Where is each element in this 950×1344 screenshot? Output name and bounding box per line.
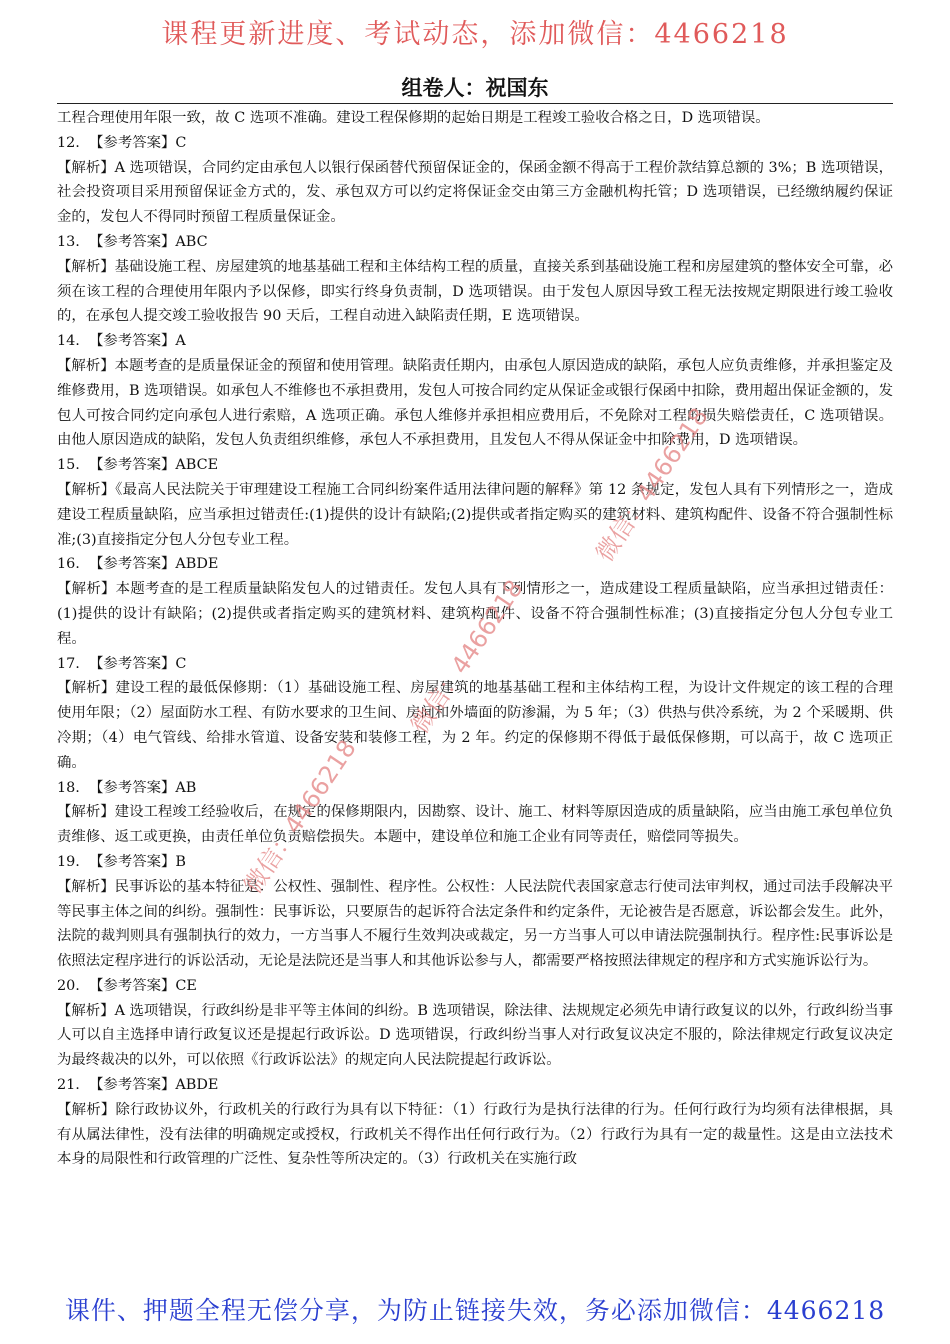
analysis-16: 【解析】本题考查的是工程质量缺陷发包人的过错责任。发包人具有下列情形之一，造成建设工程质量缺陷，应当承担过错责任：(1)提供的设计有缺陷；(2)提供或者指定购买的建筑材料、建筑构配件、设备不符合强制性标准；(3)直接指定分包人分包专业工程。 — [57, 581, 893, 647]
analysis-18: 【解析】建设工程竣工经验收后，在规定的保修期限内，因勘察、设计、施工、材料等原因造成的质量缺陷，应当由施工承包单位负责维修、返工或更换，由责任单位负责赔偿损失。本题中，建设单位和施工企业有同等责任，赔偿同等损失。 — [57, 804, 893, 846]
answer-line-13: 13. 【参考答案】ABC — [57, 233, 208, 250]
analysis-12: 【解析】A 选项错误，合同约定由承包人以银行保函替代预留保证金的，保函金额不得高于工程价款结算总额的 3%；B 选项错误，社会投资项目采用预留保证金方式的，发、承包双方可以约定将保证金交由第三方金融机构托管；D 选项错误，已经缴纳履约保证金的，发包人不得同时预留工程质量保证金。 — [57, 159, 893, 226]
analysis-20: 【解析】A 选项错误，行政纠纷是非平等主体间的纠纷。B 选项错误，除法律、法规规定必须先申请行政复议的以外，行政纠纷当事人可以自主选择申请行政复议还是提起行政诉讼。D 选项错误，行政纠纷当事人对行政复议决定不服的，除法律规定行政复议决定为最终裁决的以外，可以依照《行政诉讼法》的规定向人民法院提起行政诉讼。 — [57, 1002, 893, 1069]
analysis-15: 【解析】《最高人民法院关于审理建设工程施工合同纠纷案件适用法律问题的解释》第 12 条规定，发包人具有下列情形之一，造成建设工程质量缺陷，应当承担过错责任:(1)提供的设计有缺陷;(2)提供或者指定购买的建筑材料、建筑构配件、设备不符合强制性标准;(3)直接指定分包人分包专业工程。 — [57, 481, 893, 548]
bottom-promo-banner: 课件、押题全程无偿分享，为防止链接失效，务必添加微信：4466218 — [64, 1296, 886, 1325]
answer-line-21: 21. 【参考答案】ABDE — [57, 1077, 219, 1094]
answer-line-17: 17. 【参考答案】C — [57, 655, 187, 672]
answer-content — [57, 106, 893, 1172]
answer-line-14: 14. 【参考答案】A — [57, 333, 186, 350]
watermark: 微信：4466218 — [405, 574, 529, 739]
answer-line-19: 19. 【参考答案】B — [57, 853, 186, 870]
header-divider — [57, 103, 893, 104]
author-title: 组卷人：祝国东 — [401, 76, 549, 100]
answer-line-20: 20. 【参考答案】CE — [57, 977, 197, 994]
answer-line-18: 18. 【参考答案】AB — [57, 779, 197, 796]
watermark: 微信：4466218 — [590, 402, 714, 567]
paragraph: 工程合理使用年限一致，故 C 选项不准确。建设工程保修期的起始日期是工程竣工验收合格之日，D 选项错误。 — [57, 110, 770, 126]
analysis-13: 【解析】基础设施工程、房屋建筑的地基基础工程和主体结构工程的质量，直接关系到基础设施工程和房屋建筑的整体安全可靠，必须在该工程的合理使用年限内予以保修，即实行终身负责制，D 选项错误。由于发包人原因导致工程无法按规定期限进行竣工验收的，在承包人提交竣工验收报告 90 天后，工程自动进入缺陷责任期，E 选项错误。 — [57, 258, 893, 325]
watermark: 微信：4466218 — [238, 734, 362, 899]
analysis-19: 【解析】民事诉讼的基本特征是：公权性、强制性、程序性。公权性：人民法院代表国家意志行使司法审判权，通过司法手段解决平等民事主体之间的纠纷。强制性：民事诉讼，只要原告的起诉符合法定条件和约定条件，无论被告是否愿意，诉讼都会发生。此外，法院的裁判则具有强制执行的效力，一方当事人不履行生效判决或裁定，另一方当事人可以申请法院强制执行。程序性:民事诉讼是依照法定程序进行的诉讼活动，无论是法院还是当事人和其他诉讼参与人，都需要严格按照法律规定的程序和方式实施诉讼行为。 — [57, 878, 893, 970]
top-promo-banner: 课程更新进度、考试动态，添加微信：4466218 — [161, 19, 789, 50]
answer-line-12: 12. 【参考答案】C — [57, 134, 187, 151]
analysis-14: 【解析】本题考查的是质量保证金的预留和使用管理。缺陷责任期内，由承包人原因造成的缺陷，承包人应负责维修，并承担鉴定及维修费用，B 选项错误。如承包人不维修也不承担费用，发包人可按合同约定从保证金或银行保函中扣除，费用超出保证金额的，发包人可按合同约定向承包人进行索赔，A 选项正确。承包人维修并承担相应费用后，不免除对工程的损失赔偿责任，C 选项错误。由他人原因造成的缺陷，发包人负责组织维修，承包人不承担费用，且发包人不得从保证金中扣除费用，D 选项错误。 — [57, 357, 893, 449]
analysis-21: 【解析】除行政协议外，行政机关的行政行为具有以下特征：（1）行政行为是执行法律的行为。任何行政行为均须有法律根据，具有从属法律性，没有法律的明确规定或授权，行政机关不得作出任何行政行为。（2）行政行为具有一定的裁量性。这是由立法技术本身的局限性和行政管理的广泛性、复杂性等所决定的。（3）行政机关在实施行政 — [57, 1101, 893, 1168]
analysis-17: 【解析】建设工程的最低保修期：（1）基础设施工程、房屋建筑的地基基础工程和主体结构工程，为设计文件规定的该工程的合理使用年限；（2）屋面防水工程、有防水要求的卫生间、房间和外墙面的防渗漏，为 5 年；（3）供热与供冷系统，为 2 个采暖期、供冷期；（4）电气管线、给排水管道、设备安装和装修工程，为 2 年。约定的保修期不得低于最低保修期，可以高于，故 C 选项正确。 — [57, 680, 893, 771]
answer-line-16: 16. 【参考答案】ABDE — [57, 556, 219, 573]
answer-line-15: 15. 【参考答案】ABCE — [57, 457, 219, 474]
